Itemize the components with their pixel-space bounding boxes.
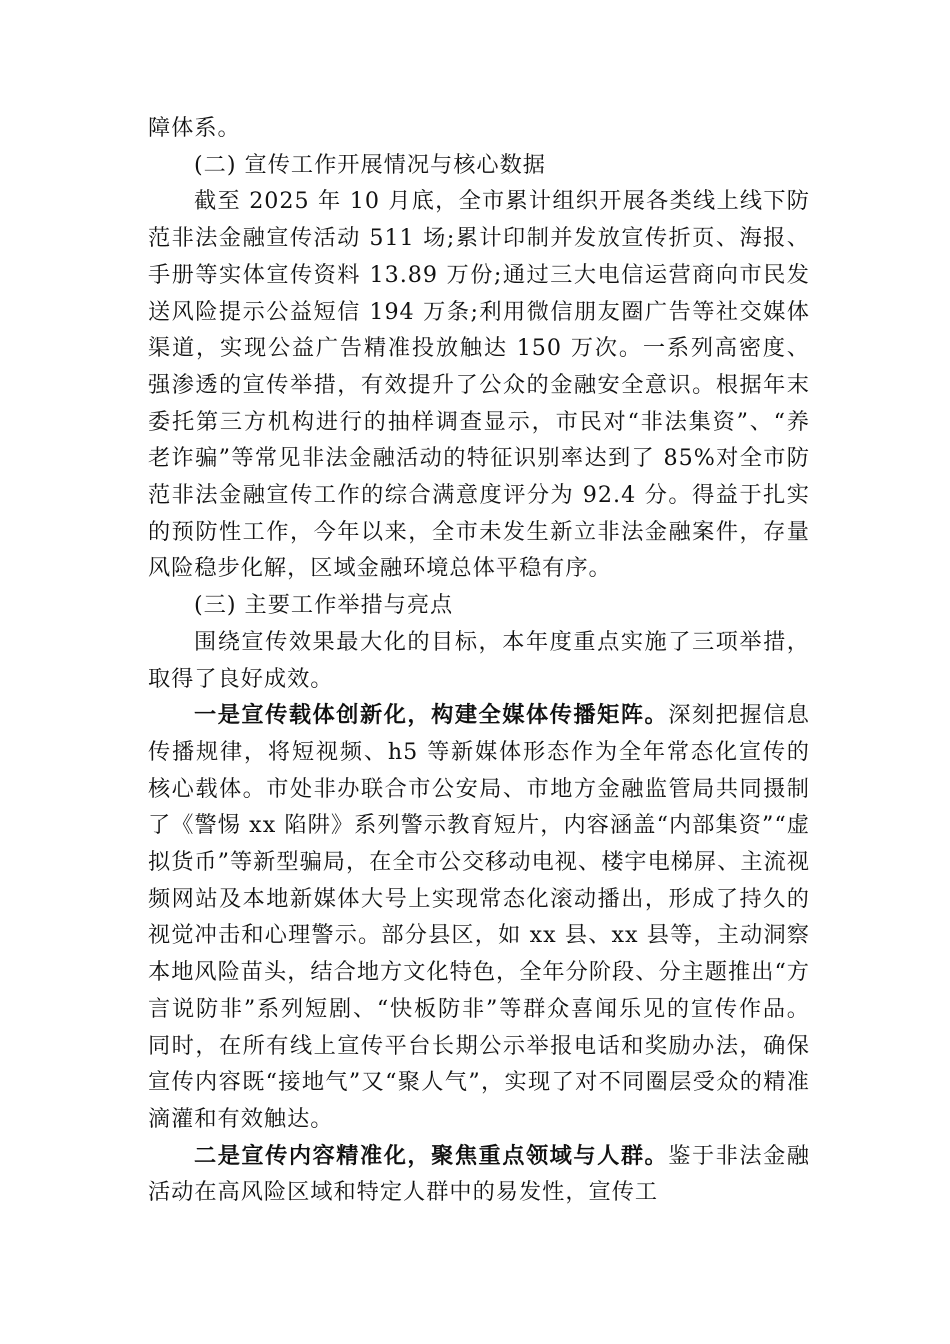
paragraph-measure-2 bbox=[148, 1138, 810, 1211]
measure-1-text: 深刻把握信息传播规律，将短视频、h5 等新媒体形态作为全年常态化宣传的核心载体。市处非办联合市公安局、市地方金融监管局共同摄制了《警惕 xx 陷阱》系列警示教育短片，内容涵盖“内部集资”“虚拟货币”等新型骗局，在全市公交移动电视、楼宇电梯屏、主流视频网站及本地新媒体大号上实现常态化滚动播出，形成了持久的视觉冲击和心理警示。部分县区，如 xx 县、xx 县等，主动洞察本地风险苗头，结合地方文化特色，全年分阶段、分主题推出“方言说防非”系列短剧、“快板防非”等群众喜闻乐见的宣传作品。同时，在所有线上宣传平台长期公示举报电话和奖励办法，确保宣传内容既“接地气”又“聚人气”，实现了对不同圈层受众的精准滴灌和有效触达。 bbox=[148, 702, 810, 1132]
section-heading-2: (二) 宣传工作开展情况与核心数据 bbox=[194, 151, 546, 178]
paragraph-continuation: 障体系。 bbox=[148, 115, 241, 141]
measure-2-title: 二是宣传内容精准化，聚焦重点领域与人群。 bbox=[194, 1142, 669, 1169]
document-page bbox=[148, 110, 810, 1211]
measure-2-text: 鉴于非法金融活动在高风险区域和特定人群中的易发性，宣传工 bbox=[148, 1142, 810, 1206]
paragraph-core-data: 截至 2025 年 10 月底，全市累计组织开展各类线上线下防范非法金融宣传活动 511 场;累计印制并发放宣传折页、海报、手册等实体宣传资料 13.89 万份;通过三大电信运营商向市民发送风险提示公益短信 194 万条;利用微信朋友圈广告等社交媒体渠道，实现公益广告精准投放触达 150 万次。一系列高密度、强渗透的宣传举措，有效提升了公众的金融安全意识。根据年末委托第三方机构进行的抽样调查显示，市民对“非法集资”、“养老诈骗”等常见非法金融活动的特征识别率达到了 85%对全市防范非法金融宣传工作的综合满意度评分为 92.4 分。得益于扎实的预防性工作，今年以来，全市未发生新立非法金融案件，存量风险稳步化解，区域金融环境总体平稳有序。 bbox=[148, 188, 810, 582]
section-heading-3: (三) 主要工作举措与亮点 bbox=[194, 592, 454, 619]
paragraph-intro: 围绕宣传效果最大化的目标，本年度重点实施了三项举措，取得了良好成效。 bbox=[148, 628, 810, 692]
measure-1-title: 一是宣传载体创新化，构建全媒体传播矩阵。 bbox=[194, 702, 669, 729]
paragraph-measure-1 bbox=[148, 697, 810, 1137]
